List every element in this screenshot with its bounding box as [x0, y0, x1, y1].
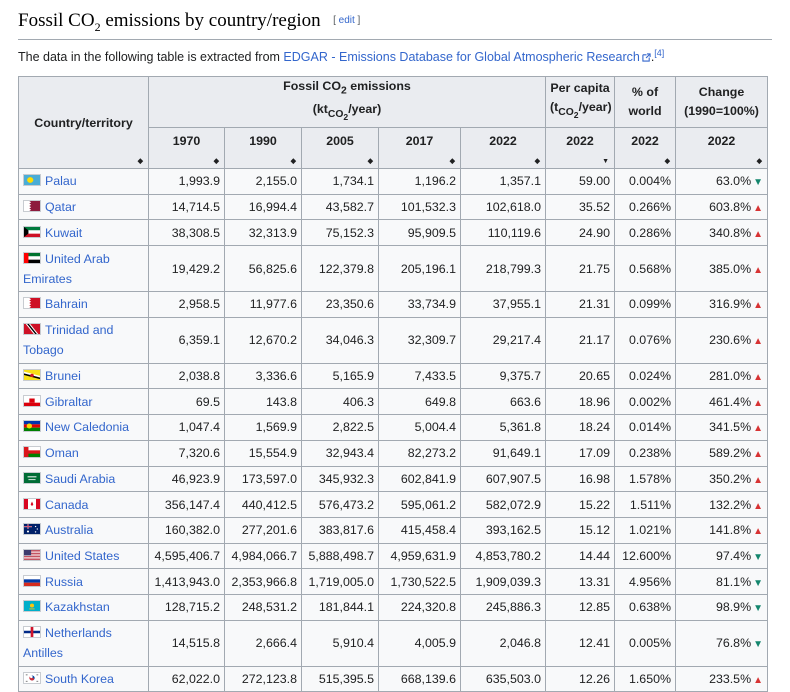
cell-v2022: 393,162.5: [461, 517, 546, 543]
table-row: [19, 220, 768, 246]
united-arab-emirates-flag-icon: [23, 252, 45, 266]
sort-icon: ◆: [534, 158, 540, 165]
cell-v2022: 110,119.6: [461, 220, 546, 246]
increase-icon: ▲: [753, 474, 763, 486]
country-cell: [19, 246, 149, 292]
edgar-link[interactable]: EDGAR - Emissions Database for Global Atmospheric Research: [283, 50, 640, 65]
decrease-icon: ▼: [753, 177, 763, 189]
header-emissions: Fossil $CO_2$ emissions $(kt_{CO_2}/year)$: [149, 77, 546, 128]
cell-v2017: 7,433.5: [379, 363, 461, 389]
country-cell: [19, 492, 149, 518]
country-cell: [19, 389, 149, 415]
cell-change: 350.2% ▲: [676, 466, 768, 492]
cell-v1990: 11,977.6: [225, 292, 302, 318]
cell-v1970: 38,308.5: [149, 220, 225, 246]
cell-v1990: 248,531.2: [225, 594, 302, 620]
country-cell: [19, 440, 149, 466]
country-cell: [19, 194, 149, 220]
cell-v2005: 122,379.8: [302, 246, 379, 292]
header-2017[interactable]: 2017 ◆: [379, 128, 461, 169]
cell-v2005: 345,932.3: [302, 466, 379, 492]
sort-icon: ◆: [756, 158, 762, 165]
cell-per-capita: 12.41: [546, 620, 615, 666]
table-row: [19, 415, 768, 441]
country-cell: [19, 169, 149, 195]
sort-desc-icon: ▼: [602, 158, 609, 165]
cell-pct: 0.002%: [615, 389, 676, 415]
cell-v1970: 1,993.9: [149, 169, 225, 195]
cell-pct: 0.004%: [615, 169, 676, 195]
cell-v2017: 602,841.9: [379, 466, 461, 492]
cell-v2017: 4,959,631.9: [379, 543, 461, 569]
cell-v1970: 62,022.0: [149, 666, 225, 692]
cell-change: 230.6% ▲: [676, 317, 768, 363]
decrease-icon: ▼: [753, 603, 763, 615]
cell-pct: 0.076%: [615, 317, 676, 363]
country-link-australia[interactable]: Australia: [45, 523, 94, 538]
increase-icon: ▲: [753, 449, 763, 461]
decrease-icon: ▼: [753, 639, 763, 651]
increase-icon: ▲: [753, 300, 763, 312]
country-link-saudi-arabia[interactable]: Saudi Arabia: [45, 471, 116, 486]
cell-change: 461.4% ▲: [676, 389, 768, 415]
country-cell: [19, 594, 149, 620]
cell-pct: 0.014%: [615, 415, 676, 441]
cell-pct: 0.286%: [615, 220, 676, 246]
country-link-gibraltar[interactable]: Gibraltar: [45, 394, 93, 409]
cell-v2005: 1,734.1: [302, 169, 379, 195]
country-cell: [19, 517, 149, 543]
country-cell: [19, 415, 149, 441]
edit-section: [ edit ]: [333, 15, 361, 26]
gibraltar-flag-icon: [23, 395, 45, 409]
increase-icon: ▲: [753, 372, 763, 384]
cell-v2005: 515,395.5: [302, 666, 379, 692]
cell-v2022: 1,357.1: [461, 169, 546, 195]
country-link-kazakhstan[interactable]: Kazakhstan: [45, 600, 110, 615]
increase-icon: ▲: [753, 674, 763, 686]
cell-v2022: 245,886.3: [461, 594, 546, 620]
country-link-canada[interactable]: Canada: [45, 497, 89, 512]
oman-flag-icon: [23, 446, 45, 460]
cell-v1990: 277,201.6: [225, 517, 302, 543]
country-cell: [19, 620, 149, 666]
palau-flag-icon: [23, 174, 45, 188]
cell-v1990: 16,994.4: [225, 194, 302, 220]
cell-per-capita: 20.65: [546, 363, 615, 389]
table-row: [19, 317, 768, 363]
edit-link[interactable]: edit: [338, 15, 355, 26]
cell-v2005: 406.3: [302, 389, 379, 415]
cell-v2022: 218,799.3: [461, 246, 546, 292]
cell-v2022: 635,503.0: [461, 666, 546, 692]
header-pct-world: % of world: [615, 77, 676, 128]
trinidad-and-tobago-flag-icon: [23, 323, 45, 337]
header-per-capita-2022[interactable]: 2022 ▼: [546, 128, 615, 169]
sort-icon: ◆: [449, 158, 455, 165]
cell-v2022: 37,955.1: [461, 292, 546, 318]
cell-v2022: 9,375.7: [461, 363, 546, 389]
cell-v2005: 5,888,498.7: [302, 543, 379, 569]
reference-link[interactable]: [4]: [654, 48, 665, 58]
cell-pct: 0.266%: [615, 194, 676, 220]
header-2022[interactable]: 2022 ◆: [461, 128, 546, 169]
table-row: [19, 492, 768, 518]
country-link-russia[interactable]: Russia: [45, 574, 83, 589]
country-cell: [19, 220, 149, 246]
netherlands-antilles-flag-icon: [23, 626, 45, 640]
cell-v1970: 6,359.1: [149, 317, 225, 363]
bahrain-flag-icon: [23, 297, 45, 311]
cell-v1990: 12,670.2: [225, 317, 302, 363]
cell-v2005: 181,844.1: [302, 594, 379, 620]
australia-flag-icon: [23, 523, 45, 537]
cell-v1990: 272,123.8: [225, 666, 302, 692]
country-link-united-arab-emirates[interactable]: United Arab Emirates: [23, 251, 110, 286]
cell-pct: 1.578%: [615, 466, 676, 492]
cell-v2017: 32,309.7: [379, 317, 461, 363]
cell-v1970: 2,958.5: [149, 292, 225, 318]
table-row: [19, 666, 768, 692]
cell-v1970: 1,413,943.0: [149, 569, 225, 595]
cell-v2022: 2,046.8: [461, 620, 546, 666]
country-link-oman[interactable]: Oman: [45, 446, 79, 461]
cell-v1990: 15,554.9: [225, 440, 302, 466]
cell-v1990: 32,313.9: [225, 220, 302, 246]
cell-v2005: 5,165.9: [302, 363, 379, 389]
header-change: Change (1990=100%): [676, 77, 768, 128]
decrease-icon: ▼: [753, 551, 763, 563]
cell-v2022: 5,361.8: [461, 415, 546, 441]
cell-v2022: 4,853,780.2: [461, 543, 546, 569]
external-link-icon: [642, 53, 651, 62]
increase-icon: ▲: [753, 526, 763, 538]
cell-v2017: 1,196.2: [379, 169, 461, 195]
header-change-2022[interactable]: 2022 ◆: [676, 128, 768, 169]
table-row: [19, 194, 768, 220]
cell-per-capita: 16.98: [546, 466, 615, 492]
cell-change: 589.2% ▲: [676, 440, 768, 466]
cell-v2005: 34,046.3: [302, 317, 379, 363]
increase-icon: ▲: [753, 203, 763, 215]
cell-v2017: 595,061.2: [379, 492, 461, 518]
cell-v2022: 663.6: [461, 389, 546, 415]
header-1970[interactable]: 1970 ◆: [149, 128, 225, 169]
country-link-bahrain[interactable]: Bahrain: [45, 297, 88, 312]
country-link-new-caledonia[interactable]: New Caledonia: [45, 420, 130, 435]
header-2005[interactable]: 2005 ◆: [302, 128, 379, 169]
cell-v1990: 2,353,966.8: [225, 569, 302, 595]
table-row: [19, 620, 768, 666]
table-row: [19, 169, 768, 195]
cell-v1970: 356,147.4: [149, 492, 225, 518]
sort-icon: ◆: [664, 158, 670, 165]
country-cell: [19, 292, 149, 318]
cell-per-capita: 15.22: [546, 492, 615, 518]
cell-v1990: 56,825.6: [225, 246, 302, 292]
cell-v2022: 91,649.1: [461, 440, 546, 466]
intro-paragraph: The data in the following table is extracted from EDGAR - Emissions Database for Global Atmospheric Research .[4]: [18, 48, 665, 65]
sort-icon: ◆: [367, 158, 373, 165]
cell-change: 141.8% ▲: [676, 517, 768, 543]
cell-pct: 0.005%: [615, 620, 676, 666]
cell-v2017: 5,004.4: [379, 415, 461, 441]
cell-v2005: 2,822.5: [302, 415, 379, 441]
sort-icon: ◆: [213, 158, 219, 165]
cell-per-capita: 15.12: [546, 517, 615, 543]
cell-v1970: 128,715.2: [149, 594, 225, 620]
cell-v2017: 4,005.9: [379, 620, 461, 666]
cell-per-capita: 18.96: [546, 389, 615, 415]
cell-v1970: 4,595,406.7: [149, 543, 225, 569]
cell-pct: 1.511%: [615, 492, 676, 518]
country-cell: [19, 466, 149, 492]
cell-v1990: 1,569.9: [225, 415, 302, 441]
table-row: [19, 246, 768, 292]
cell-v1970: 1,047.4: [149, 415, 225, 441]
country-cell: [19, 317, 149, 363]
cell-change: 132.2% ▲: [676, 492, 768, 518]
increase-icon: ▲: [753, 397, 763, 409]
kuwait-flag-icon: [23, 226, 45, 240]
cell-v1970: 14,714.5: [149, 194, 225, 220]
increase-icon: ▲: [753, 264, 763, 276]
sort-icon: ◆: [290, 158, 296, 165]
cell-per-capita: 12.26: [546, 666, 615, 692]
south-korea-flag-icon: [23, 672, 45, 686]
cell-v2017: 82,273.2: [379, 440, 461, 466]
section-heading: [18, 9, 772, 40]
section-title: Fossil $CO_2$ emissions by country/region: [18, 10, 321, 34]
cell-change: 316.9% ▲: [676, 292, 768, 318]
cell-per-capita: 35.52: [546, 194, 615, 220]
cell-v2022: 102,618.0: [461, 194, 546, 220]
cell-v2005: 75,152.3: [302, 220, 379, 246]
qatar-flag-icon: [23, 200, 45, 214]
kazakhstan-flag-icon: [23, 600, 45, 614]
cell-pct: 1.021%: [615, 517, 676, 543]
cell-change: 341.5% ▲: [676, 415, 768, 441]
cell-pct: 0.024%: [615, 363, 676, 389]
header-country[interactable]: Country/territory ◆: [19, 77, 149, 169]
cell-v2005: 1,719,005.0: [302, 569, 379, 595]
header-per-capita: Per capita $(t_{CO_2}/year)$: [546, 77, 615, 128]
country-cell: [19, 363, 149, 389]
cell-change: 340.8% ▲: [676, 220, 768, 246]
cell-v2005: 576,473.2: [302, 492, 379, 518]
cell-v1990: 440,412.5: [225, 492, 302, 518]
cell-v2017: 224,320.8: [379, 594, 461, 620]
cell-v1970: 14,515.8: [149, 620, 225, 666]
cell-v1990: 143.8: [225, 389, 302, 415]
cell-per-capita: 21.17: [546, 317, 615, 363]
cell-v1970: 69.5: [149, 389, 225, 415]
cell-per-capita: 14.44: [546, 543, 615, 569]
increase-icon: ▲: [753, 336, 763, 348]
cell-v1990: 2,155.0: [225, 169, 302, 195]
cell-change: 98.9% ▼: [676, 594, 768, 620]
cell-per-capita: 21.75: [546, 246, 615, 292]
cell-v2005: 5,910.4: [302, 620, 379, 666]
cell-v1990: 173,597.0: [225, 466, 302, 492]
cell-pct: 0.238%: [615, 440, 676, 466]
country-cell: [19, 666, 149, 692]
cell-change: 76.8% ▼: [676, 620, 768, 666]
header-1990[interactable]: 1990 ◆: [225, 128, 302, 169]
table-row: [19, 594, 768, 620]
cell-v1970: 2,038.8: [149, 363, 225, 389]
country-link-united-states[interactable]: United States: [45, 548, 120, 563]
table-row: [19, 517, 768, 543]
table-row: [19, 389, 768, 415]
cell-per-capita: 17.09: [546, 440, 615, 466]
cell-v1990: 4,984,066.7: [225, 543, 302, 569]
cell-v1990: 3,336.6: [225, 363, 302, 389]
cell-pct: 0.638%: [615, 594, 676, 620]
cell-per-capita: 12.85: [546, 594, 615, 620]
cell-v2005: 383,817.6: [302, 517, 379, 543]
cell-v2022: 1,909,039.3: [461, 569, 546, 595]
cell-v2005: 32,943.4: [302, 440, 379, 466]
cell-change: 63.0% ▼: [676, 169, 768, 195]
decrease-icon: ▼: [753, 577, 763, 589]
cell-v2017: 101,532.3: [379, 194, 461, 220]
cell-v1990: 2,666.4: [225, 620, 302, 666]
cell-v2017: 649.8: [379, 389, 461, 415]
cell-v2022: 29,217.4: [461, 317, 546, 363]
cell-change: 281.0% ▲: [676, 363, 768, 389]
country-link-qatar[interactable]: Qatar: [45, 200, 76, 215]
table-row: [19, 363, 768, 389]
cell-change: 81.1% ▼: [676, 569, 768, 595]
cell-v1970: 7,320.6: [149, 440, 225, 466]
header-pct-2022[interactable]: 2022 ◆: [615, 128, 676, 169]
cell-change: 233.5% ▲: [676, 666, 768, 692]
cell-change: 603.8% ▲: [676, 194, 768, 220]
cell-per-capita: 24.90: [546, 220, 615, 246]
cell-pct: 0.568%: [615, 246, 676, 292]
cell-per-capita: 18.24: [546, 415, 615, 441]
cell-v2005: 23,350.6: [302, 292, 379, 318]
table-row: [19, 543, 768, 569]
canada-flag-icon: [23, 498, 45, 512]
cell-v2017: 415,458.4: [379, 517, 461, 543]
country-link-palau[interactable]: Palau: [45, 174, 77, 189]
country-cell: [19, 543, 149, 569]
country-link-trinidad-and-tobago[interactable]: Trinidad and Tobago: [23, 323, 114, 358]
cell-v2017: 668,139.6: [379, 666, 461, 692]
table-body: [19, 169, 768, 692]
cell-change: 97.4% ▼: [676, 543, 768, 569]
cell-per-capita: 13.31: [546, 569, 615, 595]
country-link-south-korea[interactable]: South Korea: [45, 671, 114, 686]
cell-change: 385.0% ▲: [676, 246, 768, 292]
cell-pct: 4.956%: [615, 569, 676, 595]
brunei-flag-icon: [23, 369, 45, 383]
country-link-netherlands-antilles[interactable]: Netherlands Antilles: [23, 626, 112, 661]
cell-per-capita: 21.31: [546, 292, 615, 318]
united-states-flag-icon: [23, 549, 45, 563]
cell-v1970: 19,429.2: [149, 246, 225, 292]
cell-per-capita: 59.00: [546, 169, 615, 195]
increase-icon: ▲: [753, 423, 763, 435]
cell-v2022: 607,907.5: [461, 466, 546, 492]
russia-flag-icon: [23, 575, 45, 589]
cell-v2017: 95,909.5: [379, 220, 461, 246]
table-row: [19, 292, 768, 318]
cell-pct: 1.650%: [615, 666, 676, 692]
cell-v2022: 582,072.9: [461, 492, 546, 518]
country-cell: [19, 569, 149, 595]
new-caledonia-flag-icon: [23, 420, 45, 434]
sort-icon[interactable]: ◆: [137, 158, 143, 165]
cell-v1970: 46,923.9: [149, 466, 225, 492]
table-row: [19, 569, 768, 595]
cell-v2017: 33,734.9: [379, 292, 461, 318]
cell-pct: 12.600%: [615, 543, 676, 569]
cell-pct: 0.099%: [615, 292, 676, 318]
saudi-arabia-flag-icon: [23, 472, 45, 486]
cell-v2017: 1,730,522.5: [379, 569, 461, 595]
increase-icon: ▲: [753, 500, 763, 512]
cell-v2017: 205,196.1: [379, 246, 461, 292]
table-row: [19, 466, 768, 492]
country-link-brunei[interactable]: Brunei: [45, 369, 81, 384]
cell-v2005: 43,582.7: [302, 194, 379, 220]
cell-v1970: 160,382.0: [149, 517, 225, 543]
country-link-kuwait[interactable]: Kuwait: [45, 225, 83, 240]
table-row: [19, 440, 768, 466]
increase-icon: ▲: [753, 228, 763, 240]
emissions-table: [18, 76, 768, 692]
